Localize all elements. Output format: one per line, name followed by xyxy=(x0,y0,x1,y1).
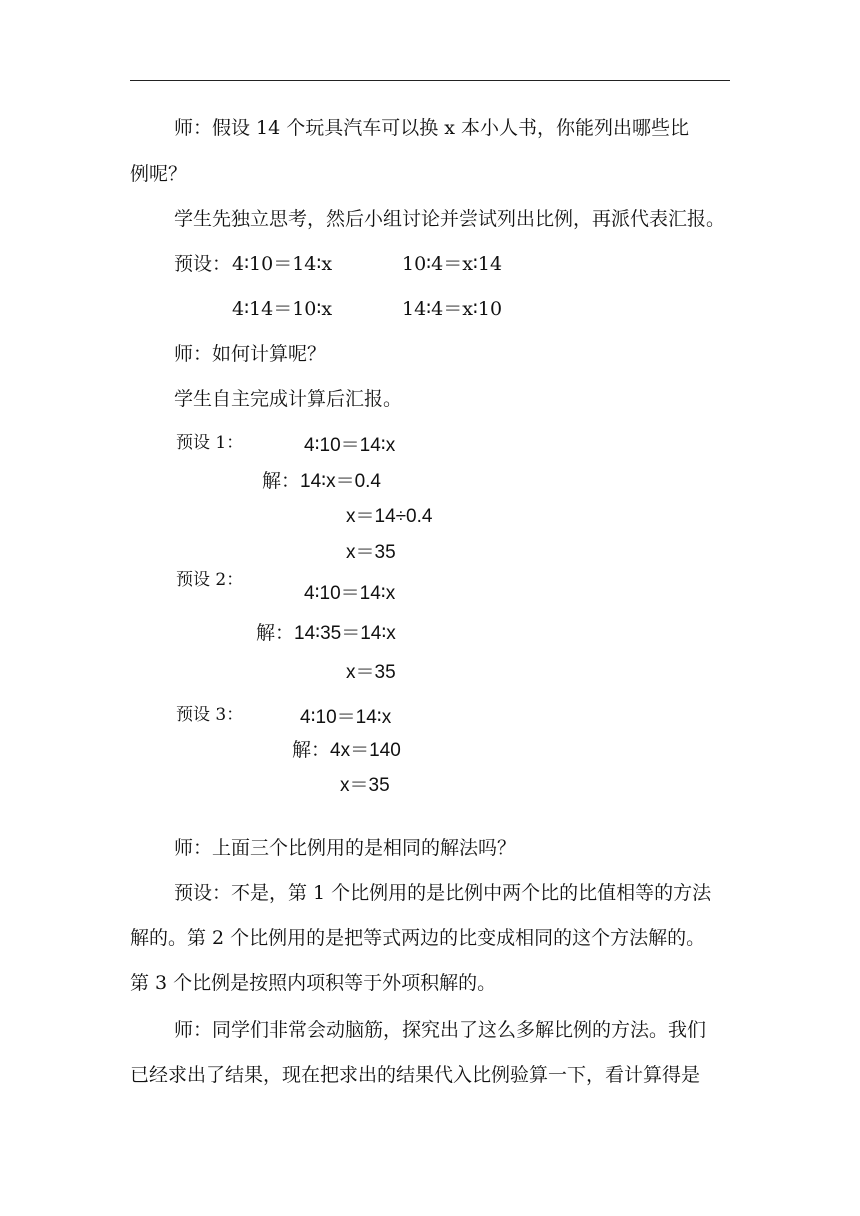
proportion-b: 10∶4＝x∶14 xyxy=(402,253,503,275)
teacher-question-line-2: 例呢？ xyxy=(130,163,188,185)
teacher-closing-line-2: 已经求出了结果，现在把求出的结果代入比例验算一下，看计算得是 xyxy=(130,1064,701,1086)
solution-1-step-3: x＝35 xyxy=(346,542,396,563)
solution-1-equation: 4∶10＝14∶x xyxy=(304,435,396,456)
answer-line-3: 第 3 个比例是按照内项积等于外项积解的。 xyxy=(130,972,497,994)
solution-1-step-1: 解：14∶x＝0.4 xyxy=(262,471,381,492)
proportion-d: 14∶4＝x∶10 xyxy=(402,298,503,320)
solution-1-step-2: x＝14÷0.4 xyxy=(346,506,433,527)
proportions-label: 预设： xyxy=(174,253,232,275)
teacher-question-2: 师：如何计算呢？ xyxy=(174,343,327,365)
student-activity-text: 学生先独立思考，然后小组讨论并尝试列出比例，再派代表汇报。 xyxy=(174,208,726,230)
student-report-text: 学生自主完成计算后汇报。 xyxy=(174,388,403,410)
solution-3-step-2: x＝35 xyxy=(340,775,390,796)
solution-2-step-1: 解：14∶35＝14∶x xyxy=(256,623,396,644)
proportion-a: 4∶10＝14∶x xyxy=(232,253,333,275)
solution-3-label: 预设 3： xyxy=(176,705,244,725)
answer-line-1: 预设：不是，第 1 个比例用的是比例中两个比的比值相等的方法 xyxy=(174,882,712,904)
solution-2-equation: 4∶10＝14∶x xyxy=(304,583,396,604)
solution-3-equation: 4∶10＝14∶x xyxy=(300,707,392,728)
solution-1-label: 预设 1： xyxy=(176,433,244,453)
solution-3-step-1: 解：4x＝140 xyxy=(292,740,401,761)
solution-2-step-2: x＝35 xyxy=(346,662,396,683)
teacher-question-line-1: 师：假设 14 个玩具汽车可以换 x 本小人书，你能列出哪些比 xyxy=(174,117,690,139)
proportion-c: 4∶14＝10∶x xyxy=(232,298,333,320)
header-rule xyxy=(130,80,730,81)
answer-line-2: 解的。第 2 个比例用的是把等式两边的比变成相同的这个方法解的。 xyxy=(130,927,706,949)
teacher-closing-line-1: 师：同学们非常会动脑筋，探究出了这么多解比例的方法。我们 xyxy=(174,1019,707,1041)
solution-2-label: 预设 2： xyxy=(176,570,244,590)
teacher-question-3: 师：上面三个比例用的是相同的解法吗？ xyxy=(174,837,517,859)
